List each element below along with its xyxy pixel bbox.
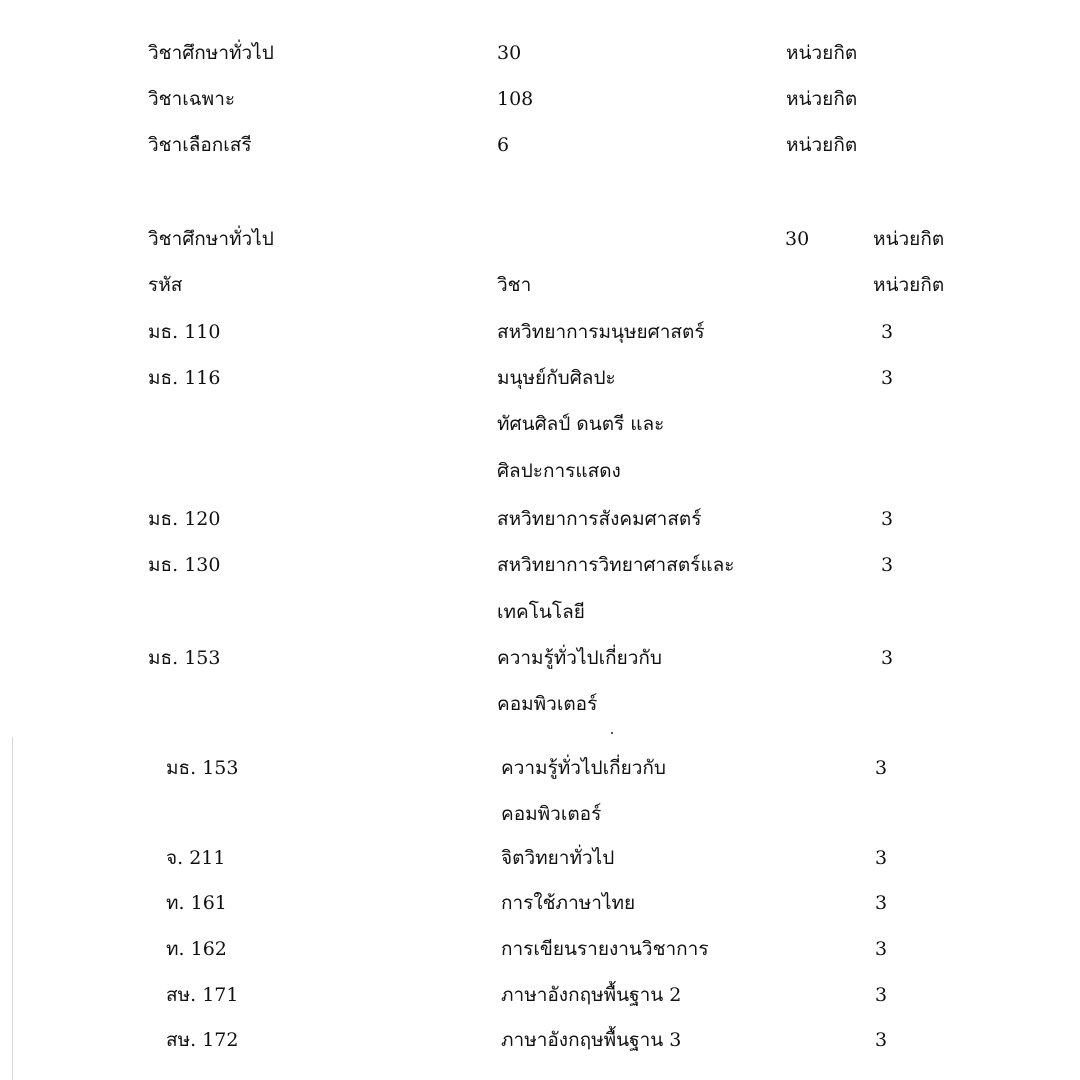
course-row: [0, 507, 1080, 553]
summary-unit: หน่วยกิต: [786, 88, 858, 110]
course-name: สหวิทยาการวิทยาศาสตร์และ: [497, 554, 735, 576]
section-title-row: [0, 227, 1080, 273]
course-row: [0, 1028, 1080, 1074]
summary-name: วิชาเลือกเสรี: [148, 134, 252, 156]
course-code: ท. 162: [166, 938, 227, 960]
course-code: สษ. 171: [166, 984, 239, 1006]
section-title: วิชาศึกษาทั่วไป: [148, 228, 274, 250]
course-credits: 3: [875, 892, 888, 914]
course-row-continuation: [0, 412, 1080, 458]
course-code: มธ. 116: [148, 367, 221, 389]
course-credits: 3: [881, 554, 894, 576]
summary-name: วิชาศึกษาทั่วไป: [148, 42, 274, 64]
summary-unit: หน่วยกิต: [786, 134, 858, 156]
course-row-continuation: [0, 459, 1080, 505]
column-header-code: รหัส: [148, 274, 183, 296]
summary-credits: 30: [497, 42, 522, 64]
course-row: [0, 553, 1080, 599]
course-row: [0, 646, 1080, 692]
column-header-subject: วิชา: [497, 274, 532, 296]
section-credits: 30: [785, 228, 810, 250]
summary-row: [0, 41, 1080, 87]
column-header-credits: หน่วยกิต: [873, 274, 945, 296]
course-code: มธ. 110: [148, 321, 221, 343]
table-header-row: [0, 273, 1080, 319]
course-credits: 3: [881, 367, 894, 389]
summary-name: วิชาเฉพาะ: [148, 88, 236, 110]
course-code: มธ. 153: [166, 757, 239, 779]
course-code: สษ. 172: [166, 1029, 239, 1051]
course-credits: 3: [875, 847, 888, 869]
course-row: [0, 891, 1080, 937]
course-code: มธ. 130: [148, 554, 221, 576]
course-name: คอมพิวเตอร์: [497, 693, 598, 715]
course-name: คอมพิวเตอร์: [501, 803, 602, 825]
course-credits: 3: [881, 321, 894, 343]
course-row: [0, 756, 1080, 802]
course-code: มธ. 120: [148, 508, 221, 530]
course-credits: 3: [875, 1029, 888, 1051]
section-unit: หน่วยกิต: [873, 228, 945, 250]
course-credits: 3: [875, 938, 888, 960]
course-credits: 3: [881, 508, 894, 530]
course-credits: 3: [875, 984, 888, 1006]
summary-row: [0, 87, 1080, 133]
course-row-continuation: [0, 802, 1080, 848]
course-name: ความรู้ทั่วไปเกี่ยวกับ: [497, 647, 662, 669]
course-credits: 3: [881, 647, 894, 669]
summary-row: [0, 133, 1080, 179]
course-name: การเขียนรายงานวิชาการ: [501, 938, 709, 960]
course-name: ภาษาอังกฤษพื้นฐาน 3: [501, 1029, 682, 1051]
course-row-continuation: [0, 692, 1080, 738]
course-row: [0, 937, 1080, 983]
course-code: ท. 161: [166, 892, 227, 914]
course-name: ความรู้ทั่วไปเกี่ยวกับ: [501, 757, 666, 779]
course-name: เทคโนโลยี: [497, 601, 585, 623]
summary-unit: หน่วยกิต: [786, 42, 858, 64]
course-row-continuation: [0, 600, 1080, 646]
stray-mark: [611, 732, 613, 734]
course-name: การใช้ภาษาไทย: [501, 892, 636, 914]
course-name: ทัศนศิลป์ ดนตรี และ: [497, 413, 665, 435]
course-credits: 3: [875, 757, 888, 779]
course-name: สหวิทยาการมนุษยศาสตร์: [497, 321, 705, 343]
summary-credits: 6: [497, 134, 510, 156]
course-name: จิตวิทยาทั่วไป: [501, 847, 615, 869]
course-row: [0, 846, 1080, 892]
course-row: [0, 320, 1080, 366]
course-name: มนุษย์กับศิลปะ: [497, 367, 616, 389]
course-name: ภาษาอังกฤษพื้นฐาน 2: [501, 984, 682, 1006]
summary-credits: 108: [497, 88, 534, 110]
course-row: [0, 366, 1080, 412]
course-name: สหวิทยาการสังคมศาสตร์: [497, 508, 702, 530]
course-row: [0, 983, 1080, 1029]
course-code: มธ. 153: [148, 647, 221, 669]
course-code: จ. 211: [166, 847, 226, 869]
course-name: ศิลปะการแสดง: [497, 460, 621, 482]
